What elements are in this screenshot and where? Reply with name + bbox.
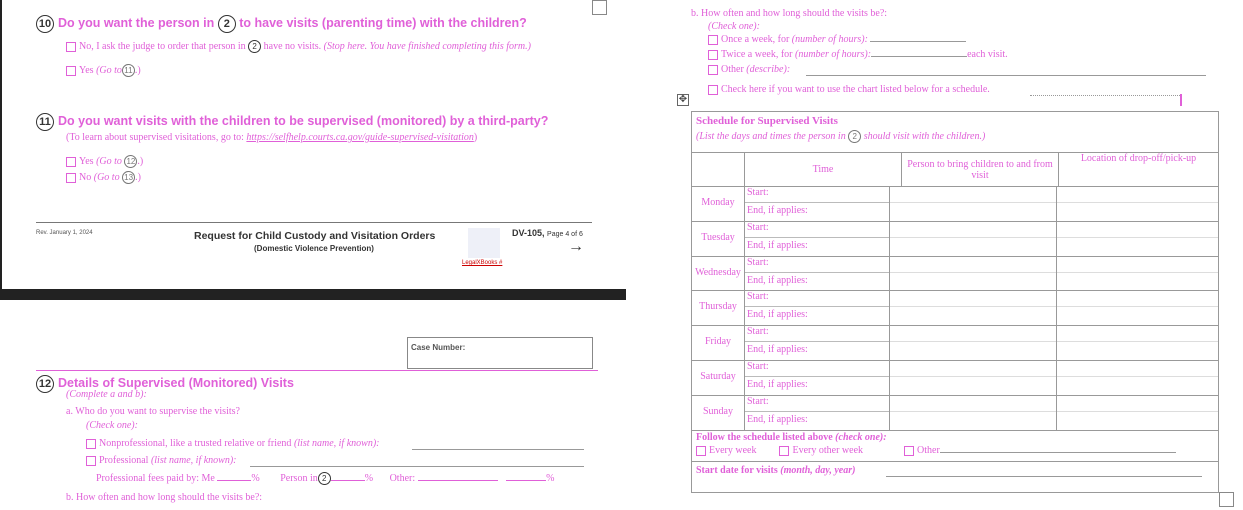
checkbox-icon[interactable] <box>708 65 718 75</box>
footer-form-id: DV-105, Page 4 of 6 <box>512 228 583 238</box>
location-field[interactable] <box>1057 221 1218 238</box>
schedule-grid <box>691 152 1219 187</box>
page-corner-box <box>1219 492 1234 507</box>
q12-option-professional[interactable]: Professional (list name, if known): <box>86 455 237 466</box>
checkbox-icon[interactable] <box>904 446 914 456</box>
start-date-rule <box>692 461 1218 462</box>
q12-part-b: b. How often and how long should the visits be?: <box>66 492 263 503</box>
q12-complete-note: (Complete a and b): <box>66 389 147 400</box>
option-every-week[interactable]: Every week <box>696 445 756 456</box>
time-start-field[interactable]: Start: <box>745 325 891 342</box>
location-field[interactable] <box>1057 290 1218 307</box>
time-start-field[interactable]: Start: <box>745 221 891 238</box>
col-location: Location of drop-off/pick-up <box>1059 153 1219 187</box>
footer-rule <box>36 222 592 223</box>
location-field[interactable] <box>1057 186 1218 203</box>
day-label: Friday <box>692 325 745 360</box>
day-label: Sunday <box>692 395 745 430</box>
q11-option-yes[interactable]: Yes (Go to 12 .) <box>66 155 143 168</box>
schedule-row <box>692 290 1218 326</box>
footer-title: Request for Child Custody and Visitation Orders <box>194 230 436 242</box>
schedule-row <box>692 325 1218 361</box>
footer-legal-stamp: LegalXBooks # <box>462 260 503 266</box>
location-field[interactable] <box>1057 360 1218 377</box>
location-field[interactable] <box>1057 256 1218 273</box>
schedule-row <box>692 256 1218 292</box>
person-field[interactable] <box>890 290 1056 307</box>
checkbox-icon[interactable] <box>66 66 76 76</box>
day-label: Monday <box>692 186 745 221</box>
option-every-other-week[interactable]: Every other week <box>779 445 863 456</box>
option-other[interactable]: Other (describe): <box>708 64 790 75</box>
q12-option-nonprofessional[interactable]: Nonprofessional, like a trusted relative or friend (list name, if known): <box>86 438 379 449</box>
schedule-row <box>692 221 1218 257</box>
question-11 <box>36 112 548 131</box>
professional-name-field[interactable] <box>250 466 584 467</box>
nonprofessional-name-field[interactable] <box>412 449 584 450</box>
option-schedule-other[interactable]: Other <box>904 445 940 456</box>
follow-schedule: Follow the schedule listed above (check one): <box>696 432 887 443</box>
checkbox-icon[interactable] <box>66 173 76 183</box>
section-rule <box>36 370 598 371</box>
time-end-field[interactable]: End, if applies: <box>747 379 808 390</box>
schedule-subtitle: (List the days and times the person in 2 should visit with the children.) <box>696 130 986 142</box>
person-field[interactable] <box>890 221 1056 238</box>
location-field[interactable] <box>1057 325 1218 342</box>
col-time: Time <box>745 153 902 187</box>
start-date: Start date for visits (month, day, year) <box>696 465 856 476</box>
q10-option-no[interactable]: No, I ask the judge to order that person in 2 have no visits. (Stop here. You have finished completing this form.) <box>66 40 531 53</box>
right-check-one: (Check one): <box>708 21 760 32</box>
q12-check-one: (Check one): <box>86 420 138 431</box>
checkbox-icon[interactable] <box>708 35 718 45</box>
time-end-field[interactable]: End, if applies: <box>747 413 808 425</box>
schedule-row <box>692 360 1218 396</box>
follow-options <box>696 445 1176 456</box>
case-number-box[interactable] <box>407 337 593 369</box>
checkbox-icon[interactable] <box>86 456 96 466</box>
q12-part-a: a. Who do you want to supervise the visits? <box>66 406 240 417</box>
supervised-visitation-link[interactable]: https://selfhelp.courts.ca.gov/guide-supervised-visitation <box>246 132 474 143</box>
chart-dotted-rule <box>1030 95 1180 96</box>
question-text: Do you want visits with the children to be supervised (monitored) by a third-party? <box>58 114 549 128</box>
schedule-title: Schedule for Supervised Visits <box>696 115 838 127</box>
location-field[interactable] <box>1057 395 1218 412</box>
option-twice-week[interactable]: Twice a week, for (number of hours): each visit. <box>708 49 1008 60</box>
start-date-field[interactable] <box>886 476 1202 477</box>
q10-option-yes[interactable]: Yes (Go to 11 .) <box>66 64 141 77</box>
footer-revision: Rev. January 1, 2024 <box>36 230 93 236</box>
checkbox-icon[interactable] <box>66 157 76 167</box>
other-describe-field[interactable] <box>806 75 1206 76</box>
time-end-field[interactable]: End, if applies: <box>747 344 808 356</box>
schedule-table <box>691 111 1219 493</box>
move-handle-icon[interactable]: ✥ <box>678 94 688 105</box>
time-end-field[interactable]: End, if applies: <box>747 239 808 251</box>
checkbox-icon[interactable] <box>86 439 96 449</box>
option-once-week[interactable]: Once a week, for (number of hours): <box>708 34 966 45</box>
checkbox-icon[interactable] <box>696 446 706 456</box>
q11-option-no[interactable]: No (Go to 13 .) <box>66 171 141 184</box>
person-field[interactable] <box>890 395 1056 412</box>
q12-fees: Professional fees paid by: Me % Person in 2 % Other: % <box>96 472 555 484</box>
checkbox-icon[interactable] <box>66 42 76 52</box>
schedule-row <box>692 395 1218 431</box>
question-10 <box>36 14 527 33</box>
question-text: Do you want the person in 2 to have visits (parenting time) with the children? <box>58 16 527 30</box>
follow-rule <box>692 430 1218 431</box>
checkbox-icon[interactable] <box>708 85 718 95</box>
question-number: 10 <box>36 15 54 33</box>
checkbox-icon[interactable] <box>779 446 789 456</box>
next-page-arrow-icon[interactable]: → <box>568 238 584 255</box>
footer-subtitle: (Domestic Violence Prevention) <box>254 244 374 253</box>
page-border-left <box>0 0 2 290</box>
time-end-field[interactable]: End, if applies: <box>747 309 808 321</box>
page-corner-box <box>592 0 607 15</box>
time-start-field[interactable]: Start: <box>745 256 891 273</box>
checkbox-icon[interactable] <box>708 50 718 60</box>
time-end-field[interactable]: End, if applies: <box>747 205 808 216</box>
page-break-band <box>0 289 626 300</box>
time-end-field[interactable]: End, if applies: <box>747 274 808 286</box>
time-start-field[interactable]: Start: <box>745 395 891 412</box>
question-number: 12 <box>36 375 54 393</box>
question-text: Details of Supervised (Monitored) Visits <box>58 376 294 390</box>
scroll-marker-icon <box>1180 94 1182 106</box>
day-label: Thursday <box>692 290 745 325</box>
time-start-field[interactable]: Start: <box>745 186 891 203</box>
col-person: Person to bring children to and from visit <box>902 153 1059 187</box>
person-field[interactable] <box>890 256 1056 273</box>
case-number-label: Case Number: <box>411 343 466 352</box>
option-use-chart[interactable]: Check here if you want to use the chart listed below for a schedule. <box>708 84 990 95</box>
footer-blank-box <box>468 228 500 258</box>
day-label: Saturday <box>692 360 745 395</box>
time-start-field[interactable]: Start: <box>745 290 891 307</box>
right-part-b: b. How often and how long should the visits be?: <box>691 8 888 19</box>
person-field[interactable] <box>890 360 1056 377</box>
question-number: 11 <box>36 113 54 131</box>
schedule-row <box>692 186 1218 222</box>
person-field[interactable] <box>890 186 1056 203</box>
time-start-field[interactable]: Start: <box>745 360 891 377</box>
q11-learn-more: (To learn about supervised visitations, go to: https://selfhelp.courts.ca.gov/guide-supervised-visitation) <box>66 132 478 143</box>
day-label: Wednesday <box>692 256 745 291</box>
day-label: Tuesday <box>692 221 745 256</box>
person-field[interactable] <box>890 325 1056 342</box>
